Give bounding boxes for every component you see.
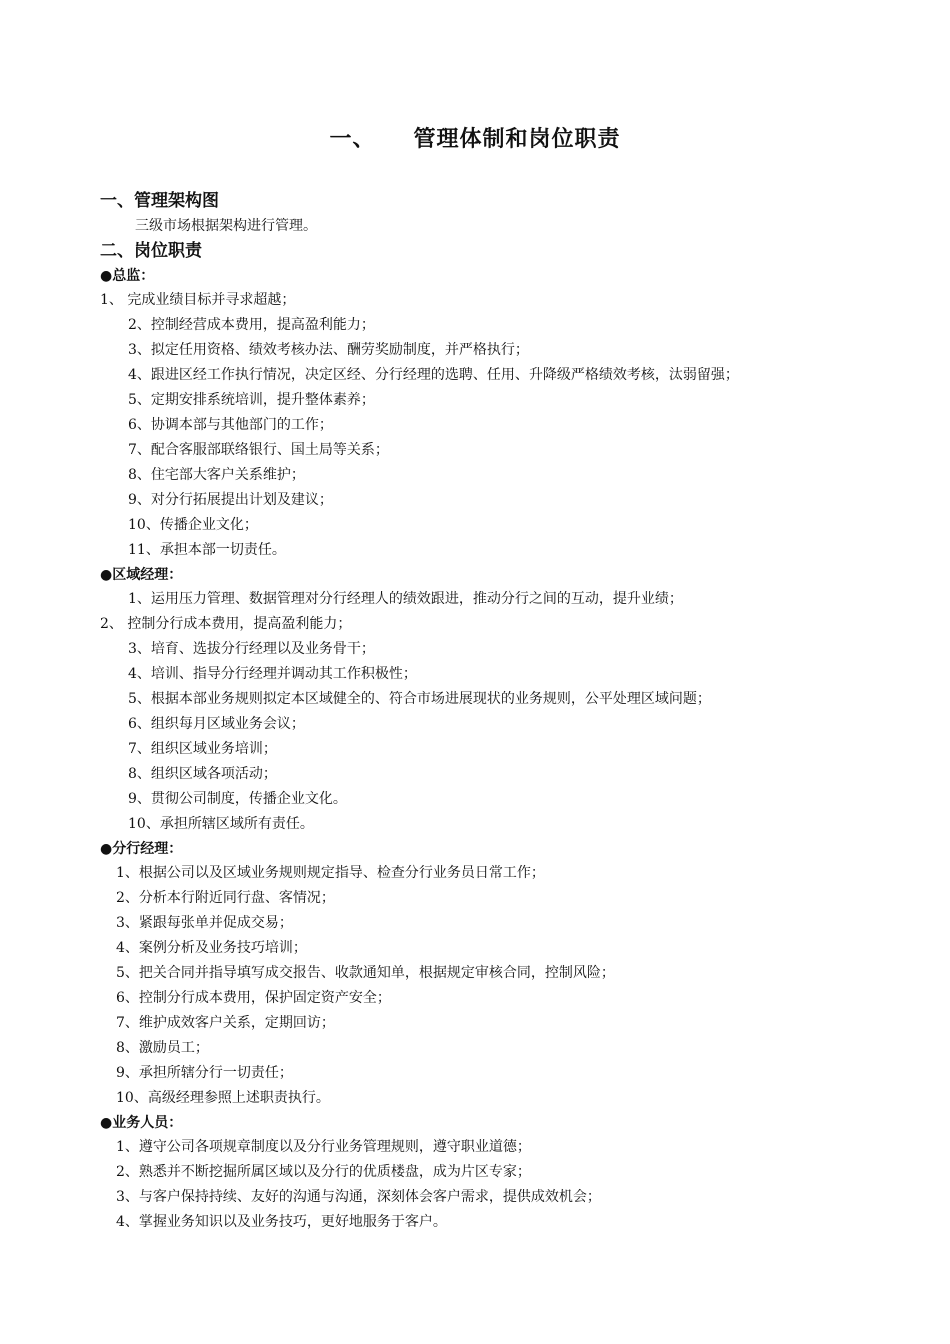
list-item: 9、对分行拓展提出计划及建议； <box>128 492 333 508</box>
list-item: 8、组织区域各项活动； <box>128 766 277 782</box>
list-item: 2、分析本行附近同行盘、客情况； <box>116 890 335 906</box>
list-item: 2、 控制分行成本费用，提高盈利能力； <box>100 616 352 632</box>
list-item: 11、承担本部一切责任。 <box>128 542 286 558</box>
role-title-branch-manager: ●分行经理： <box>100 841 183 857</box>
section-heading-duties: 二、岗位职责 <box>100 241 202 261</box>
list-item: 3、培育、选拔分行经理以及业务骨干； <box>128 641 375 657</box>
list-item: 7、组织区域业务培训； <box>128 741 277 757</box>
list-item: 6、协调本部与其他部门的工作； <box>128 417 333 433</box>
list-item: 10、承担所辖区域所有责任。 <box>128 816 314 832</box>
list-item: 5、把关合同并指导填写成交报告、收款通知单，根据规定审核合同，控制风险； <box>116 965 615 981</box>
page-title-text: 管理体制和岗位职责 <box>413 127 621 152</box>
list-item: 4、案例分析及业务技巧培训； <box>116 940 307 956</box>
list-item: 10、传播企业文化； <box>128 517 258 533</box>
list-item: 3、紧跟每张单并促成交易； <box>116 915 293 931</box>
list-item: 3、与客户保持持续、友好的沟通与沟通，深刻体会客户需求，提供成效机会； <box>116 1189 601 1205</box>
role-title-regional-manager: ●区域经理： <box>100 567 183 583</box>
list-item: 1、运用压力管理、数据管理对分行经理人的绩效跟进，推动分行之间的互动，提升业绩； <box>128 591 683 607</box>
list-item: 4、掌握业务知识以及业务技巧，更好地服务于客户。 <box>116 1214 447 1230</box>
page-title <box>0 122 950 153</box>
role-title-director: ●总监： <box>100 268 155 284</box>
page-title-number: 一、 <box>329 127 376 152</box>
list-item: 7、配合客服部联络银行、国土局等关系； <box>128 442 389 458</box>
list-item: 1、遵守公司各项规章制度以及分行业务管理规则，遵守职业道德； <box>116 1139 531 1155</box>
list-item: 4、培训、指导分行经理并调动其工作积极性； <box>128 666 417 682</box>
role-title-business-staff: ●业务人员： <box>100 1115 183 1131</box>
list-item: 8、住宅部大客户关系维护； <box>128 467 305 483</box>
list-item: 8、激励员工； <box>116 1040 209 1056</box>
list-item: 4、跟进区经工作执行情况，决定区经、分行经理的选聘、任用、升降级严格绩效考核，汰弱留强； <box>128 367 739 383</box>
list-item: 3、拟定任用资格、绩效考核办法、酬劳奖励制度，并严格执行； <box>128 342 529 358</box>
document-body <box>0 188 950 1235</box>
list-item: 6、组织每月区域业务会议； <box>128 716 305 732</box>
list-item: 9、承担所辖分行一切责任； <box>116 1065 293 1081</box>
list-item: 7、维护成效客户关系，定期回访； <box>116 1015 335 1031</box>
list-item: 1、 完成业绩目标并寻求超越； <box>100 292 296 308</box>
list-item: 2、控制经营成本费用，提高盈利能力； <box>128 317 375 333</box>
list-item: 6、控制分行成本费用，保护固定资产安全； <box>116 990 391 1006</box>
section-structure-text: 三级市场根据架构进行管理。 <box>135 218 317 234</box>
list-item: 2、熟悉并不断挖掘所属区域以及分行的优质楼盘，成为片区专家； <box>116 1164 531 1180</box>
list-item: 10、高级经理参照上述职责执行。 <box>116 1090 330 1106</box>
list-item: 5、根据本部业务规则拟定本区域健全的、符合市场进展现状的业务规则，公平处理区域问题； <box>128 691 711 707</box>
list-item: 5、定期安排系统培训，提升整体素养； <box>128 392 375 408</box>
section-heading-structure: 一、管理架构图 <box>100 191 219 211</box>
list-item: 1、根据公司以及区域业务规则规定指导、检查分行业务员日常工作； <box>116 865 545 881</box>
list-item: 9、贯彻公司制度，传播企业文化。 <box>128 791 347 807</box>
